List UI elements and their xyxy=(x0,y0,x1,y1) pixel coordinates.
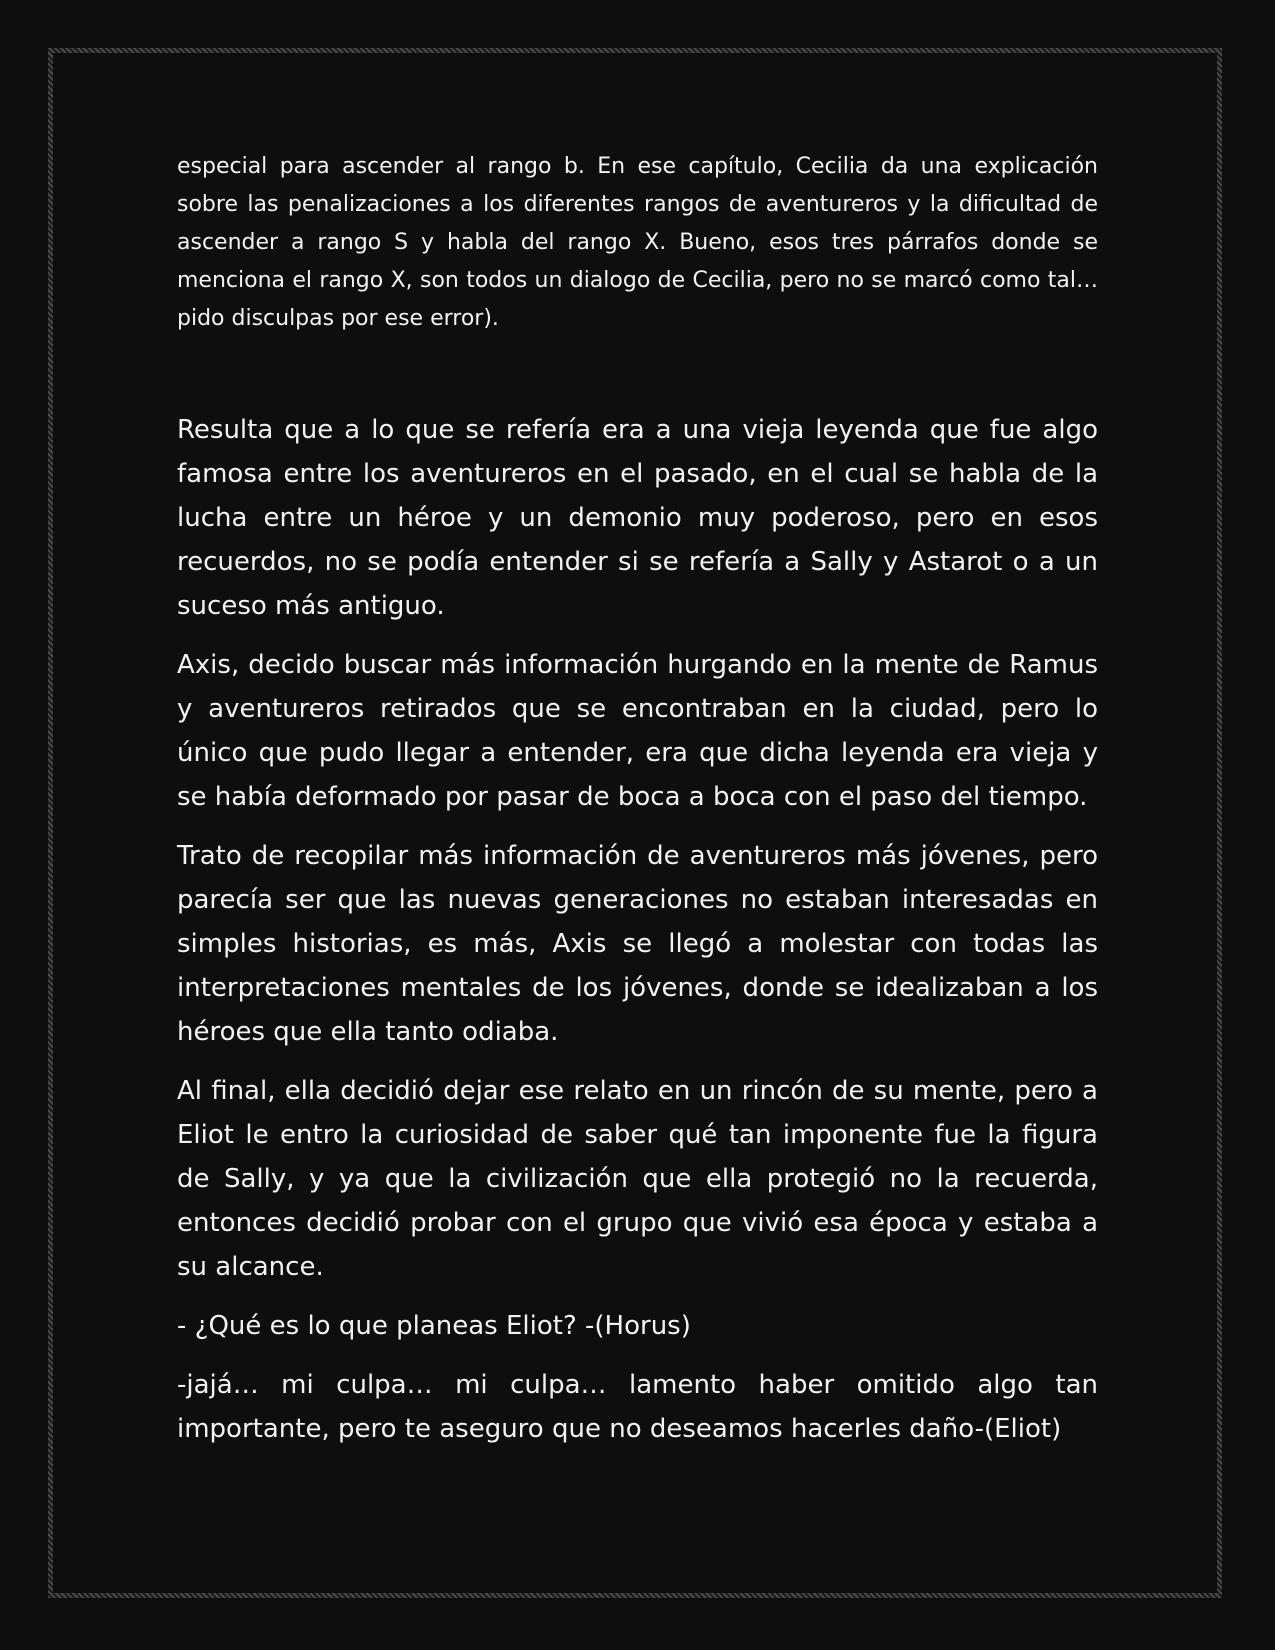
dialogue-eliot: -jajá… mi culpa… mi culpa… lamento haber omitido algo tan importante, pero te aseguro que no deseamos hacerles daño-(Eliot) xyxy=(177,1370,1098,1444)
paragraph-eliot-curiosity: Al final, ella decidió dejar ese relato en un rincón de su mente, pero a Eliot le entro la curiosidad de saber qué tan imponente fue la figura de Sally, y ya que la civilización que ella protegió no la recuerda, entonces decidió probar con el grupo que vivió esa época y estaba a su alcance. xyxy=(177,1076,1098,1282)
paragraph-legend: Resulta que a lo que se refería era a una vieja leyenda que fue algo famosa entre los aventureros en el pasado, en el cual se habla de la lucha entre un héroe y un demonio muy poderoso, pero en esos recuerdos, no se podía entender si se refería a Sally y Astarot o a un suceso más antiguo. xyxy=(177,415,1098,621)
paragraph-young-adventurers: Trato de recopilar más información de aventureros más jóvenes, pero parecía ser que las nuevas generaciones no estaban interesadas en simples historias, es más, Axis se llegó a molestar con todas las interpretaciones mentales de los jóvenes, donde se idealizaban a los héroes que ella tanto odiaba. xyxy=(177,841,1098,1047)
translator-note: especial para ascender al rango b. En ese capítulo, Cecilia da una explicación sobre las penalizaciones a los diferentes rangos de aventureros y la dificultad de ascender a rango S y habla del rango X. Bueno, esos tres párrafos donde se menciona el rango X, son todos un dialogo de Cecilia, pero no se marcó como tal… pido disculpas por ese error). xyxy=(177,154,1098,331)
text-column xyxy=(177,148,1098,1466)
paragraph-axis-search: Axis, decido buscar más información hurgando en la mente de Ramus y aventureros retirados que se encontraban en la ciudad, pero lo único que pudo llegar a entender, era que dicha leyenda era vieja y se había deformado por pasar de boca a boca con el paso del tiempo. xyxy=(177,650,1098,812)
dialogue-horus: - ¿Qué es lo que planeas Eliot? -(Horus) xyxy=(177,1311,691,1341)
